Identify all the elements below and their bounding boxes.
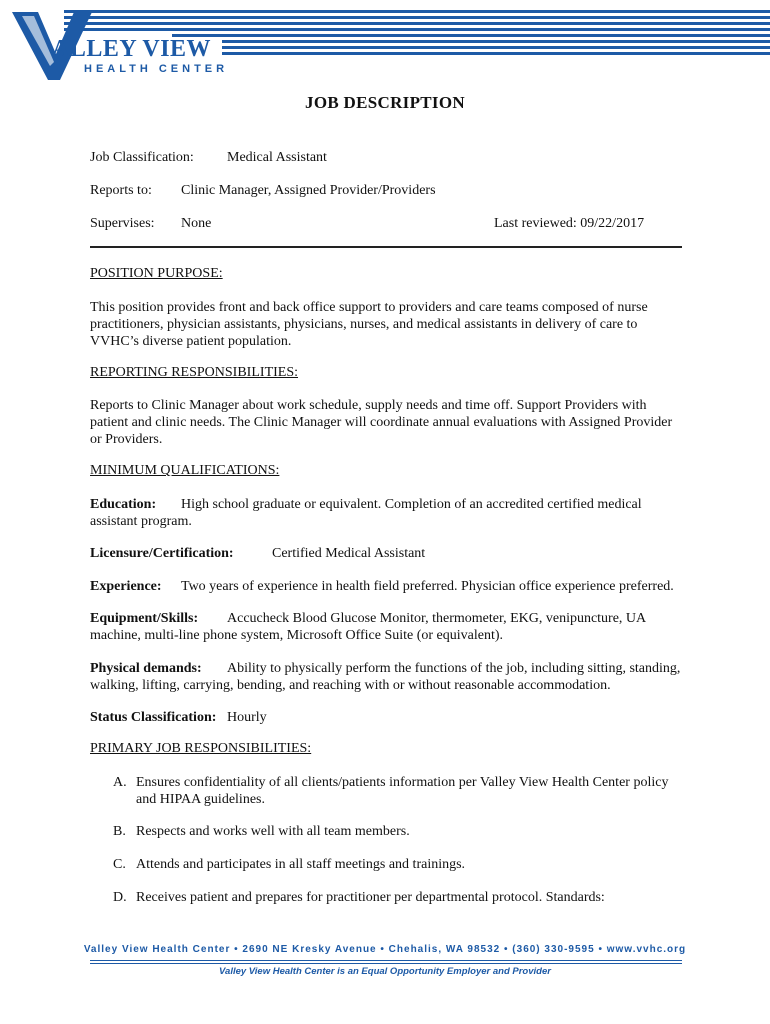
- physical-demands-label: Physical demands:: [90, 661, 202, 676]
- reporting-line: or Providers.: [90, 432, 163, 447]
- licensure-label: Licensure/Certification:: [90, 546, 234, 561]
- header-divider: [90, 246, 682, 248]
- primary-responsibilities-heading: PRIMARY JOB RESPONSIBILITIES:: [90, 741, 312, 756]
- education-value: High school graduate or equivalent. Completion of an accredited certified medical: [181, 497, 642, 512]
- experience-label: Experience:: [90, 579, 162, 594]
- list-item: and HIPAA guidelines.: [136, 792, 265, 807]
- list-item: Ensures confidentiality of all clients/patients information per Valley View Health Center policy: [136, 775, 669, 790]
- qualifications-heading: MINIMUM QUALIFICATIONS:: [90, 463, 280, 478]
- last-reviewed: Last reviewed: 09/22/2017: [494, 216, 645, 231]
- list-item-letter: A.: [113, 775, 127, 790]
- physical-demands-value: Ability to physically perform the functions of the job, including sitting, standing,: [227, 661, 681, 676]
- page-title: JOB DESCRIPTION: [305, 93, 465, 112]
- job-classification-label: Job Classification:: [90, 150, 194, 165]
- purpose-line: VVHC’s diverse patient population.: [90, 334, 292, 349]
- footer-divider: [90, 960, 682, 961]
- physical-demands-value: walking, lifting, carrying, bending, and reaching with or without reasonable accommodation.: [90, 678, 611, 693]
- purpose-line: practitioners, physician assistants, physicians, nurses, and medical assistants in delivery of care to: [90, 317, 638, 332]
- supervises-value: None: [181, 216, 212, 231]
- licensure-value: Certified Medical Assistant: [272, 546, 426, 561]
- equipment-label: Equipment/Skills:: [90, 611, 199, 626]
- footer-address: Valley View Health Center • 2690 NE Kresky Avenue • Chehalis, WA 98532 • (360) 330-9595 • www.vvhc.org: [83, 944, 687, 955]
- purpose-line: This position provides front and back office support to providers and care teams composed of nurse: [90, 300, 648, 315]
- list-item-letter: B.: [113, 824, 126, 839]
- footer-tagline: Valley View Health Center is an Equal Opportunity Employer and Provider: [219, 966, 551, 977]
- reporting-line: Reports to Clinic Manager about work schedule, supply needs and time off. Support Providers with: [90, 398, 647, 413]
- status-classification-label: Status Classification:: [90, 710, 217, 725]
- reports-to-value: Clinic Manager, Assigned Provider/Providers: [181, 183, 436, 198]
- list-item-letter: C.: [113, 857, 126, 872]
- reports-to-label: Reports to:: [90, 183, 152, 198]
- reporting-heading: REPORTING RESPONSIBILITIES:: [90, 365, 299, 380]
- job-classification-value: Medical Assistant: [227, 150, 327, 165]
- position-purpose-heading: POSITION PURPOSE:: [90, 266, 223, 281]
- list-item: Receives patient and prepares for practitioner per departmental protocol. Standards:: [136, 890, 605, 905]
- list-item-letter: D.: [113, 890, 127, 905]
- status-classification-value: Hourly: [227, 710, 267, 725]
- equipment-value: machine, multi-line phone system, Microsoft Office Suite (or equivalent).: [90, 628, 504, 643]
- education-value: assistant program.: [90, 514, 192, 529]
- reporting-line: patient and clinic needs. The Clinic Manager will coordinate annual evaluations with Assigned Provider: [90, 415, 673, 430]
- list-item: Respects and works well with all team members.: [136, 824, 410, 839]
- list-item: Attends and participates in all staff meetings and trainings.: [136, 857, 466, 872]
- logo-subtitle: HEALTH CENTER: [84, 63, 229, 75]
- supervises-label: Supervises:: [90, 216, 155, 231]
- education-label: Education:: [90, 497, 157, 512]
- experience-value: Two years of experience in health field preferred. Physician office experience preferred.: [181, 579, 674, 594]
- equipment-value: Accucheck Blood Glucose Monitor, thermometer, EKG, venipuncture, UA: [227, 611, 647, 626]
- valley-view-logo: [12, 6, 770, 86]
- footer-divider: [90, 963, 682, 964]
- logo-name: ALLEY VIEW: [52, 36, 212, 62]
